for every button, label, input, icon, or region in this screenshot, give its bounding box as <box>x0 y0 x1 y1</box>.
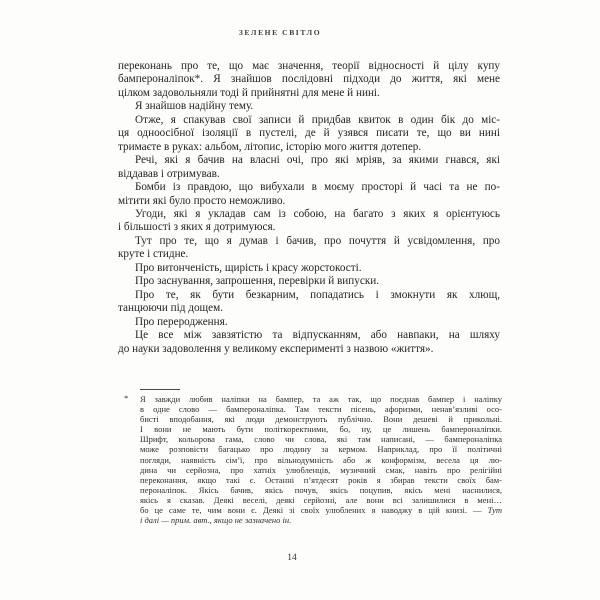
footnote-rule <box>140 389 180 390</box>
running-header: ЗЕЛЕНЕ СВІТЛО <box>238 28 322 37</box>
body-line: віддавав і отримував. <box>118 167 220 180</box>
body-line: Про переродження. <box>135 315 228 328</box>
footnote-line: дина чи серйозна, про хатніх улюбленців, музичний смак, навіть про релігійні <box>140 464 502 475</box>
body-line: ця одноосібної ізоляції в пустелі, де й узявся писати те, що ви нині <box>118 127 500 140</box>
body-line: тримаєте в руках: альбом, літопис, історію мого життя дотепер. <box>118 140 422 153</box>
body-line: цілком задовольняли тоді й прийнятні для мене й нині. <box>118 86 380 99</box>
footnote-line: в одне слово — бампероналіпка. Там тексти пісень, афоризми, ненав’язливі осо- <box>140 404 502 415</box>
body-text <box>118 60 500 356</box>
body-line: Отже, я спакував свої записи й придбав квиток в один бік до міс- <box>135 113 500 126</box>
footnote-line: бо це саме те, чим вони є. Деякі зі своїх улюблених я наводжу в цій книзі. — Тут <box>140 505 502 516</box>
body-line: до науки задоволення у великому експерименті з назвою «життя». <box>118 342 434 355</box>
body-line: Угоди, які я укладав сам із собою, на багато з яких я орієнтуюсь <box>135 207 500 220</box>
footnote-line: якісь я сказав. Деякі веселі, деякі серйозні, але вони всі залишилися в мені… <box>140 494 502 505</box>
footnote-line: погляди, наявність сім’ї, про вільнодумність або ж конформізм, весела ця лю- <box>140 454 502 465</box>
page-number: 14 <box>287 553 297 563</box>
footnote-line: Шрифт, кольорова гама, слово чи слова, які там написані, — бампероналіпка <box>140 434 502 445</box>
footnote-line: бисті вподобання, які люди демонструють публічно. Вони дешеві й прикольні. <box>140 414 502 425</box>
footnote-line: Я завжди любив наліпки на бампер, та аж так, що поєднав бампер і наліпку <box>140 394 502 404</box>
body-line: танцюючи під дощем. <box>118 302 223 315</box>
body-line: Про витонченість, щирість і красу жорстокості. <box>135 261 362 274</box>
body-line: Бомби із правдою, що вибухали в моєму просторі й часі та не по- <box>135 181 500 194</box>
footnote-line: переконання, якщо такі є. Останні п’ятдесят років я збирав тексти своїх бам- <box>140 474 502 485</box>
footnote-text <box>140 394 502 525</box>
body-line: Це все між завзятістю та відпусканням, або навпаки, на шляху <box>135 329 500 342</box>
footnote-line: і далі — прим. авт., якщо не зазначено ін. <box>140 515 292 526</box>
body-line: Я знайшов надійну тему. <box>135 100 254 113</box>
footnote-line: І вони не мають бути політкоректними, бо, ну, це лишень бампероналіпки. <box>140 424 502 435</box>
body-line: Про те, як бути безкарним, попадатись і змокнути як хлющ, <box>135 288 500 301</box>
body-line: переконань про те, що має значення, теорії відносності й цілу купу <box>118 60 500 72</box>
body-line: Речі, які я бачив на власні очі, про які мріяв, за якими гнався, які <box>135 154 500 167</box>
body-line: мітити які було просто неможливо. <box>118 194 286 207</box>
body-line: круте і стидне. <box>118 248 189 261</box>
body-line: Про заснування, запрошення, перевірки й випуски. <box>135 275 380 288</box>
footnote-line: може розповісти багацько про людину за кермом. Наприклад, про її політичні <box>140 444 502 455</box>
footnote-marker: * <box>124 393 129 403</box>
body-line: Тут про те, що я думав і бачив, про почуття й усвідомлення, про <box>135 234 500 247</box>
body-line: і більшості з яких я дотримуюся. <box>118 221 276 234</box>
body-line: бампероналіпок*. Я знайшов послідовні підходи до життя, які мене <box>118 73 500 86</box>
footnote-line: пероналіпок. Якісь бачив, якісь почув, якісь поцупив, якісь мені наснилися, <box>140 484 502 495</box>
